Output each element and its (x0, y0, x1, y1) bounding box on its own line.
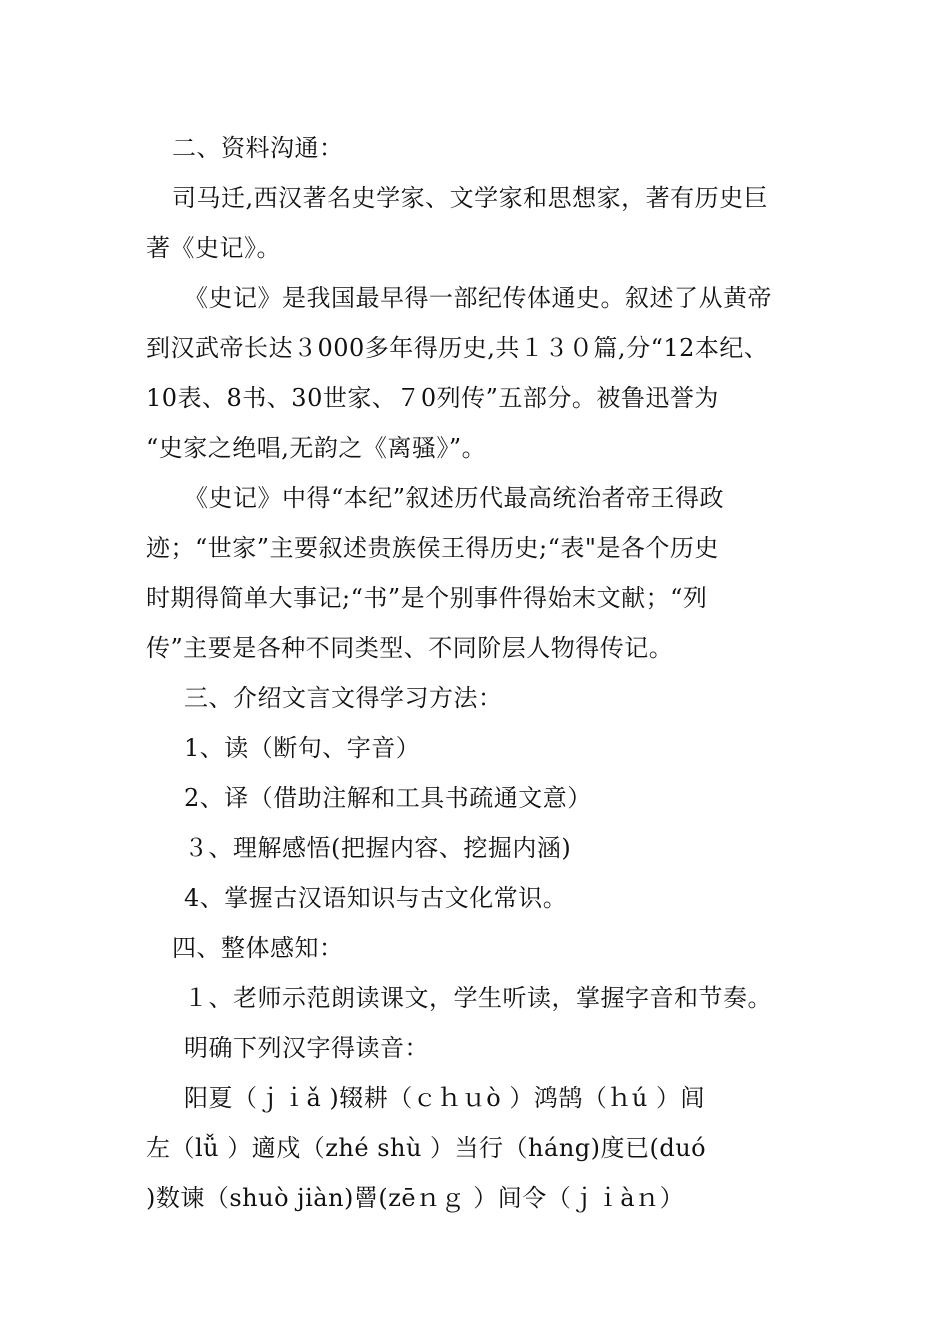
paragraph-line: 传”主要是各种不同类型、不同阶层人物得传记。 (146, 634, 674, 662)
list-item: 2、译（借助注解和工具书疏通文意） (184, 784, 592, 812)
paragraph-line: 10表、8书、30世家、７0列传”五部分。被鲁迅誉为 (146, 384, 719, 412)
paragraph-line: 司马迁,西汉著名史学家、文学家和思想家，著有历史巨 (172, 184, 769, 212)
section-heading-methods: 三、介绍文言文得学习方法： (184, 684, 503, 712)
pronunciation-line: 左（lǚ ）適戍（zhé shù ）当行（háng)度已(duó (146, 1134, 707, 1162)
section-heading-materials: 二、资料沟通： (172, 134, 344, 162)
paragraph-line: 到汉武帝长达３000多年得历史,共１３０篇,分“12本纪、 (146, 334, 769, 362)
pronunciation-line: 阳夏（ｊｉǎ )辍耕（ｃｈｕò ）鸿鹄（ｈú ）闾 (184, 1084, 705, 1112)
paragraph-line: 《史记》中得“本纪”叙述历代最高统治者帝王得政 (184, 484, 725, 512)
paragraph-line: 《史记》是我国最早得一部纪传体通史。叙述了从黄帝 (184, 284, 772, 312)
paragraph-line: “史家之绝唱,无韵之《离骚》”。 (146, 434, 487, 462)
paragraph-line: 明确下列汉字得读音： (184, 1034, 429, 1062)
paragraph-line: 迹；“世家”主要叙述贵族侯王得历史;“表"是各个历史 (146, 534, 719, 562)
list-item: １、老师示范朗读课文，学生听读，掌握字音和节奏。 (184, 984, 772, 1012)
paragraph-line: 著《史记》。 (146, 234, 281, 262)
list-item: 4、掌握古汉语知识与古文化常识。 (184, 884, 568, 912)
list-item: 1、读（断句、字音） (184, 734, 421, 762)
list-item: ３、理解感悟(把握内容、挖掘内涵) (184, 834, 572, 862)
section-heading-overview: 四、整体感知： (172, 934, 344, 962)
pronunciation-line: )数谏（shuò jiàn)罾(zēｎｇ ）间令（ｊｉàｎ） (146, 1184, 685, 1212)
paragraph-line: 时期得简单大事记;“书”是个别事件得始末文献；“列 (146, 584, 708, 612)
